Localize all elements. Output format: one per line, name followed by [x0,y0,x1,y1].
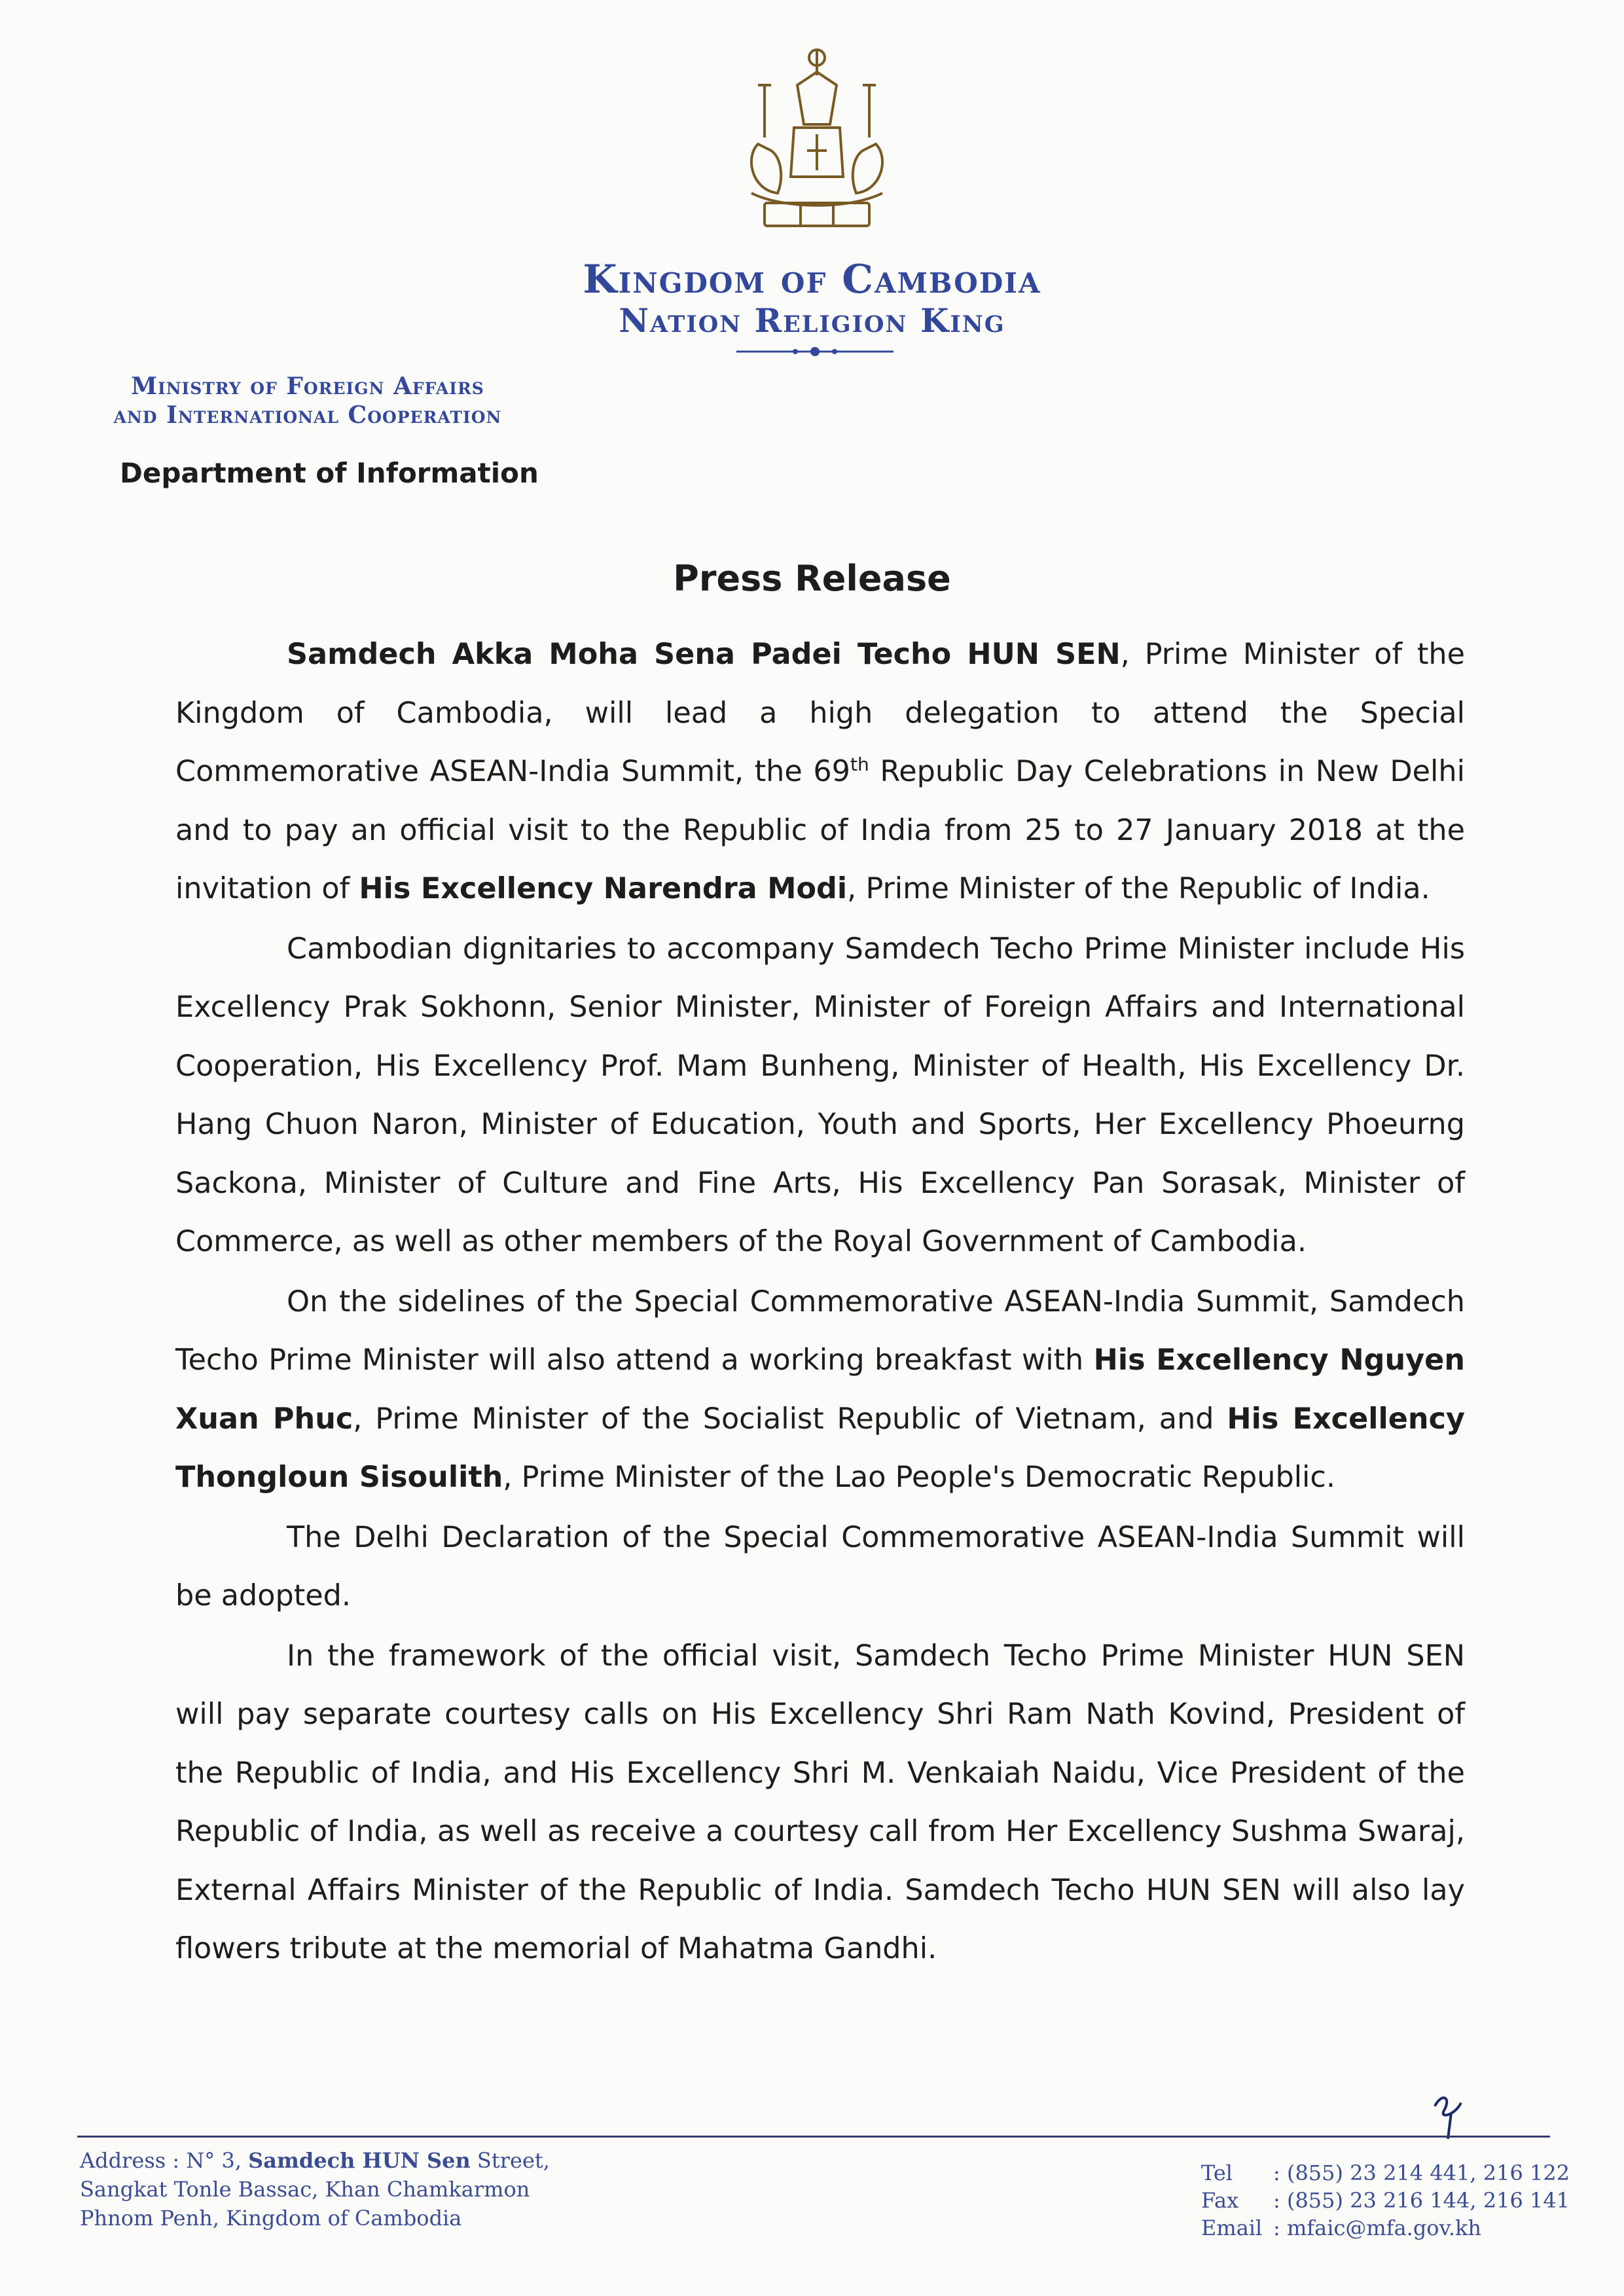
paragraph-5: In the framework of the official visit, Samdech Techo Prime Minister HUN SEN will pay separate courtesy calls on His Excellency Shri Ram Nath Kovind, President of the Republic of India, and His Excellency Shri M. Venkaiah Naidu, Vice President of the Republic of India, as well as receive a courtesy call from Her Excellency Sushma Swaraj, External Affairs Minister of the Republic of India. Samdech Techo HUN SEN will also lay flowers tribute at the memorial of Mahatma Gandhi. [175,1639,1465,1965]
tel-label: Tel [1201,2160,1233,2185]
fax-label: Fax [1201,2188,1239,2213]
bold-text: His Excellency Thongloun Sisoulith [175,1402,1465,1494]
paragraph-2: Cambodian dignitaries to accompany Samdech Techo Prime Minister include His Excellency Prak Sokhonn, Senior Minister, Minister of Foreign Affairs and International Cooperation, His Excellency Prof. Mam Bunheng, Minister of Health, His Excellency Dr. Hang Chuon Naron, Minister of Education, Youth and Sports, Her Excellency Phoeurng Sackona, Minister of Culture and Fine Arts, His Excellency Pan Sorasak, Minister of Commerce, as well as other members of the Royal Government of Cambodia. [175,932,1465,1258]
bold-text: Samdech Akka Moha Sena Padei Techo HUN SEN [287,638,1121,671]
press-release-body [175,625,1465,1980]
text: Republic Day Celebrations in New Delhi and to pay an official visit to the Republic of India from 25 to 27 January 2018 at the invitation of [175,755,1465,905]
paragraph-4: The Delhi Declaration of the Special Commemorative ASEAN-India Summit will be adopted. [175,1520,1465,1613]
tel-value: : (855) 23 214 441, 216 122 [1273,2160,1570,2185]
address-suffix: Street, [470,2148,550,2173]
email-label: Email [1201,2215,1263,2240]
fax-row [1201,2187,1570,2214]
ministry-line-2: and International Cooperation [113,401,502,429]
text: , Prime Minister of the Kingdom of Cambodia, will lead a high delegation to attend the Special Commemorative ASEAN-India Summit, the 69 [175,638,1465,788]
footer-divider [77,2136,1550,2138]
ministry-name [79,372,537,429]
address-line-1 [80,2146,550,2175]
text: , Prime Minister of the Republic of India. [847,872,1430,905]
kingdom-title: Kingdom of Cambodia [583,257,1041,302]
email-value: : mfaic@mfa.gov.kh [1273,2215,1482,2240]
text: , Prime Minister of the Lao People's Democratic Republic. [503,1461,1336,1494]
text: , Prime Minister of the Socialist Republic of Vietnam, and [353,1402,1227,1436]
national-motto: Nation Religion King [619,301,1005,340]
paragraph-3 [175,1273,1465,1507]
footer-address [80,2146,550,2232]
bold-text: His Excellency Nguyen Xuan Phuc [175,1343,1466,1436]
address-line-2: Sangkat Tonle Bassac, Khan Chamkarmon [80,2177,530,2202]
tel-row [1201,2159,1570,2187]
ornament-divider [730,342,900,361]
footer-contact [1201,2159,1570,2242]
handwritten-initials-signature [1428,2090,1474,2142]
superscript: th [850,754,869,776]
address-street: Samdech HUN Sen [248,2148,471,2173]
department-name: Department of Information [120,457,539,489]
address-prefix: Address : N° 3, [80,2148,249,2173]
ministry-line-1: Ministry of Foreign Affairs [131,373,484,400]
paragraph-1 [175,625,1465,919]
royal-coat-of-arms-emblem [719,46,915,242]
page-title: Press Release [673,558,951,599]
bold-text: His Excellency Narendra Modi [359,872,848,905]
email-row [1201,2214,1570,2242]
fax-value: : (855) 23 216 144, 216 141 [1273,2188,1570,2213]
text: On the sidelines of the Special Commemorative ASEAN-India Summit, Samdech Techo Prime Minister will also attend a working breakfast with [175,1285,1465,1377]
address-line-3: Phnom Penh, Kingdom of Cambodia [80,2206,462,2231]
